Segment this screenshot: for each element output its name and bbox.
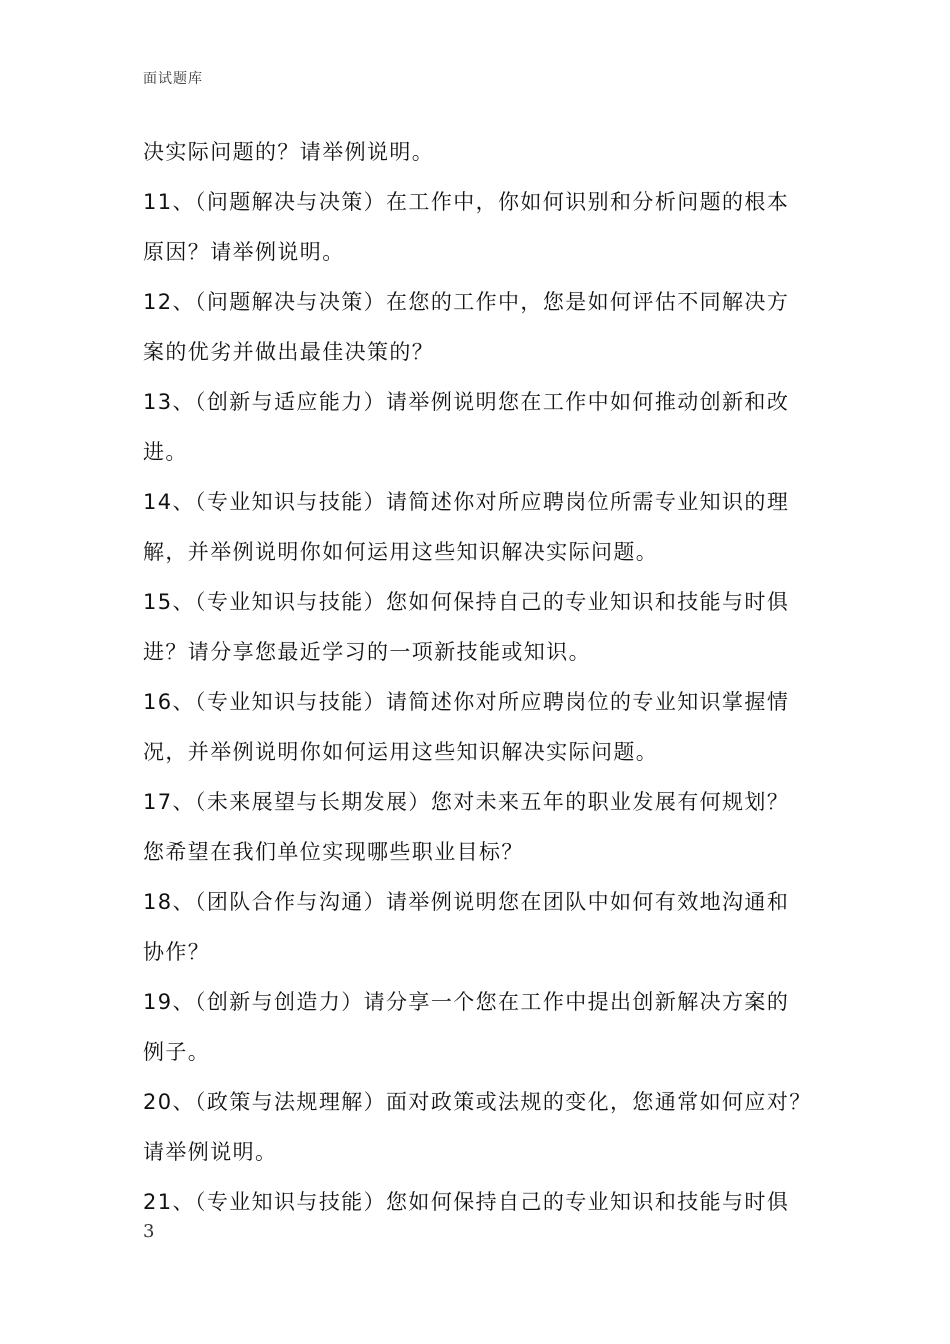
text-line: 14、（专业知识与技能）请简述你对所应聘岗位所需专业知识的理 — [143, 490, 790, 514]
text-line: 案的优劣并做出最佳决策的？ — [143, 340, 435, 364]
document-body — [143, 133, 813, 1233]
text-line: 原因？请举例说明。 — [143, 240, 345, 264]
text-line: 21、（专业知识与技能）您如何保持自己的专业知识和技能与时俱 — [143, 1190, 790, 1214]
text-line: 17、（未来展望与长期发展）您对未来五年的职业发展有何规划？ — [143, 790, 790, 814]
text-line: 13、（创新与适应能力）请举例说明您在工作中如何推动创新和改 — [143, 390, 790, 414]
text-line: 20、（政策与法规理解）面对政策或法规的变化，您通常如何应对？ — [143, 1090, 812, 1114]
text-line: 解，并举例说明你如何运用这些知识解决实际问题。 — [143, 540, 659, 564]
text-line: 进。 — [143, 440, 188, 464]
text-line: 协作？ — [143, 940, 211, 964]
page-header: 面试题库 — [143, 71, 203, 87]
page-number: 3 — [143, 1221, 155, 1242]
text-line: 15、（专业知识与技能）您如何保持自己的专业知识和技能与时俱 — [143, 590, 790, 614]
text-line: 19、（创新与创造力）请分享一个您在工作中提出创新解决方案的 — [143, 990, 790, 1014]
text-line: 您希望在我们单位实现哪些职业目标？ — [143, 840, 524, 864]
text-line: 进？请分享您最近学习的一项新技能或知识。 — [143, 640, 591, 664]
text-line: 况，并举例说明你如何运用这些知识解决实际问题。 — [143, 740, 659, 764]
text-line: 12、（问题解决与决策）在您的工作中，您是如何评估不同解决方 — [143, 290, 790, 314]
text-line: 例子。 — [143, 1040, 211, 1064]
text-line: 11、（问题解决与决策）在工作中，你如何识别和分析问题的根本 — [143, 190, 790, 214]
text-line: 16、（专业知识与技能）请简述你对所应聘岗位的专业知识掌握情 — [143, 690, 790, 714]
text-line: 决实际问题的？请举例说明。 — [143, 140, 435, 164]
text-line: 请举例说明。 — [143, 1140, 278, 1164]
text-line: 18、（团队合作与沟通）请举例说明您在团队中如何有效地沟通和 — [143, 890, 790, 914]
